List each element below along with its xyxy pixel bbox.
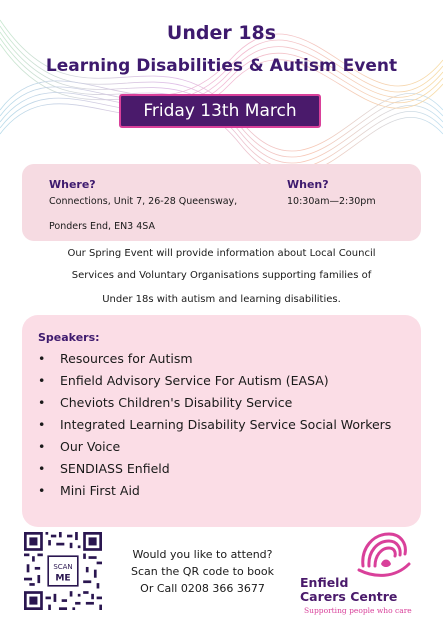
bullet-icon: • [38,373,46,388]
event-title-line2: Learning Disabilities & Autism Event [45,56,398,76]
details-panel [22,164,421,241]
bullet-icon: • [38,483,46,498]
when-time: 10:30am—2:30pm [287,196,376,207]
bullet-icon: • [38,395,46,410]
cta-line2: Scan the QR code to book [131,565,274,578]
speaker-item [38,395,408,410]
speaker-item [38,483,408,498]
speakers-panel [22,315,421,527]
org-name-line2: Carers Centre [300,589,398,604]
speaker-name: Integrated Learning Disability Service Social Workers [60,417,392,432]
bullet-icon: • [38,417,46,432]
speaker-name: Our Voice [60,439,121,454]
event-title-line1: Under 18s [166,22,277,44]
cta-line1: Would you like to attend? [132,548,273,561]
org-tagline: Supporting people who care [304,606,412,615]
intro-line2: Services and Voluntary Organisations supporting families of [71,270,372,281]
speakers-list [38,351,408,505]
qr-code[interactable] [24,532,102,610]
when-label: When? [287,178,329,191]
speakers-heading: Speakers: [38,331,100,344]
bullet-icon: • [38,461,46,476]
speaker-name: SENDIASS Enfield [60,461,170,476]
intro-line3: Under 18s with autism and learning disabilities. [102,294,341,305]
carers-centre-logo [355,528,411,580]
speaker-name: Mini First Aid [60,483,140,498]
speaker-name: Enfield Advisory Service For Autism (EASA) [60,373,329,388]
bullet-icon: • [38,351,46,366]
event-date-badge: Friday 13th March [119,94,321,128]
qr-me-label: ME [55,573,71,584]
speaker-item [38,373,408,388]
speaker-item [38,351,408,366]
bullet-icon: • [38,439,46,454]
speaker-name: Resources for Autism [60,351,193,366]
org-name-line1: Enfield [300,575,349,590]
cta-phone[interactable]: Or Call 0208 366 3677 [140,582,265,595]
intro-line1: Our Spring Event will provide information about Local Council [67,248,376,259]
speaker-item [38,417,408,432]
speaker-item [38,439,408,454]
where-label: Where? [49,178,96,191]
where-address-line2: Ponders End, EN3 4SA [49,221,155,232]
where-address-line1: Connections, Unit 7, 26-28 Queensway, [49,196,238,207]
qr-scan-label: SCAN [53,563,73,572]
speaker-item [38,461,408,476]
speaker-name: Cheviots Children's Disability Service [60,395,293,410]
